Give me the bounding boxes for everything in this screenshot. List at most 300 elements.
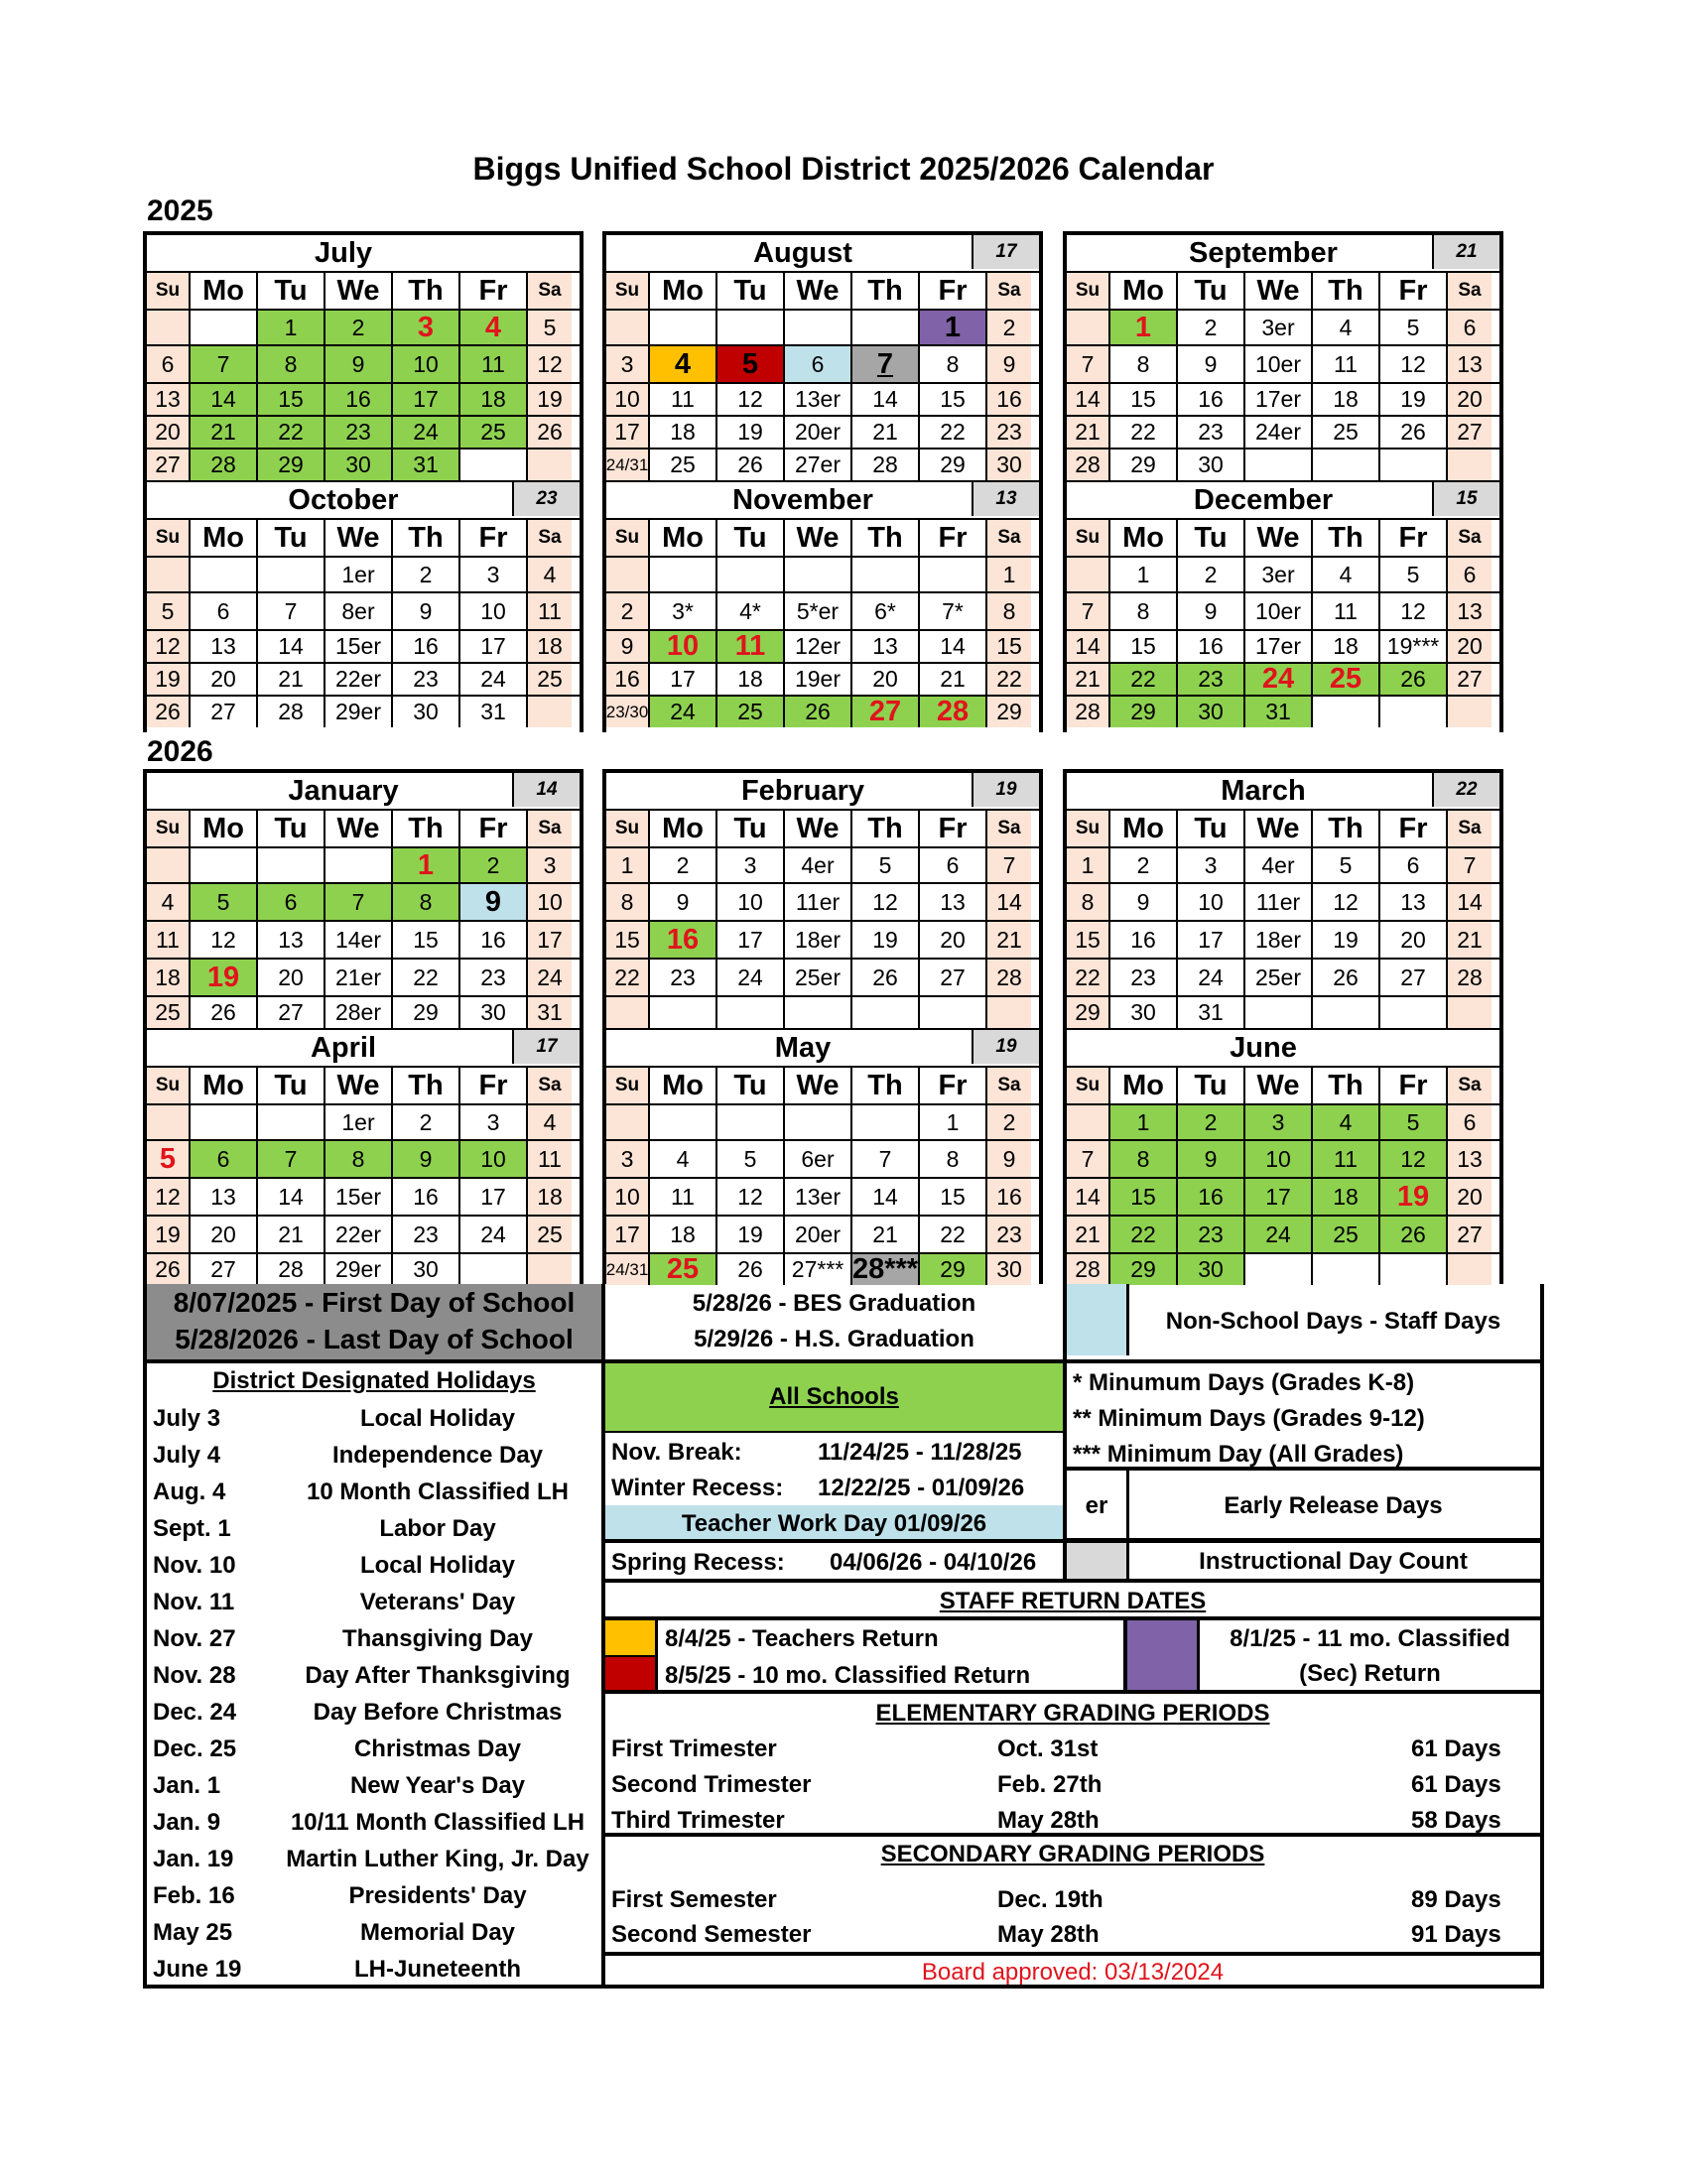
- day-cell: 16: [1178, 1179, 1245, 1215]
- weekday-header: Su: [606, 811, 650, 846]
- day-cell: 6: [147, 346, 191, 382]
- first-day-text: 8/07/2025 - First Day of School: [173, 1287, 576, 1318]
- week-row: [147, 346, 580, 384]
- day-cell: 19: [1313, 922, 1380, 958]
- day-cell: 12: [717, 1179, 785, 1215]
- board-approval-box: [601, 1952, 1544, 1989]
- hs-graduation-text: 5/29/26 - H.S. Graduation: [694, 1326, 974, 1352]
- day-cell: 18: [717, 664, 785, 695]
- week-row: [147, 450, 580, 480]
- day-cell: 24: [1245, 664, 1313, 695]
- day-cell: 23: [650, 960, 717, 995]
- day-cell: 1: [1067, 848, 1110, 882]
- holidays-title: District Designated Holidays: [212, 1367, 536, 1394]
- month-name: June: [1230, 1032, 1297, 1064]
- day-cell: 20: [147, 417, 191, 448]
- first-trimester-days: 61 Days: [1411, 1735, 1501, 1762]
- weekday-header-row: [147, 520, 580, 558]
- month-april: [147, 1028, 580, 1285]
- month-name: April: [310, 1032, 377, 1064]
- weekday-header: Su: [606, 520, 650, 556]
- weekday-header: Tu: [1178, 520, 1245, 556]
- day-cell: 8: [1067, 884, 1110, 920]
- day-cell: 25: [528, 664, 572, 695]
- week-row: [147, 922, 580, 960]
- day-cell: 11er: [785, 884, 852, 920]
- week-row: [147, 960, 580, 997]
- day-cell: 13: [1448, 346, 1492, 382]
- day-cell: 4: [650, 1141, 717, 1177]
- week-row: [147, 1105, 580, 1141]
- week-row: [1067, 1141, 1499, 1179]
- day-cell: 24er: [1245, 417, 1313, 448]
- day-cell: 10: [606, 384, 650, 415]
- holiday-name: Local Holiday: [359, 1552, 516, 1579]
- month-name: July: [314, 237, 373, 269]
- day-cell: 4: [1313, 311, 1380, 344]
- weekday-header: Su: [147, 520, 191, 556]
- day-cell: [325, 848, 393, 882]
- day-cell: 4er: [785, 848, 852, 882]
- day-cell: 6*: [852, 593, 920, 629]
- day-cell: 28: [1067, 697, 1110, 727]
- day-cell: 17: [606, 417, 650, 448]
- day-cell: 26: [852, 960, 920, 995]
- day-cell: 27: [1448, 417, 1492, 448]
- weekday-header: We: [325, 273, 393, 309]
- day-cell: 13: [1448, 593, 1492, 629]
- day-cell: 12: [528, 346, 572, 382]
- weekday-header: Th: [852, 273, 920, 309]
- day-cell: 29: [1110, 1254, 1178, 1285]
- day-cell: 11: [650, 384, 717, 415]
- day-cell: 26: [785, 697, 852, 727]
- day-cell: 28: [258, 1254, 325, 1285]
- day-cell: 22er: [325, 664, 393, 695]
- day-cell: 30: [987, 450, 1031, 480]
- day-cell: [852, 558, 920, 591]
- weekday-header: Tu: [258, 811, 325, 846]
- day-cell: 23: [1178, 664, 1245, 695]
- day-cell: 7: [987, 848, 1031, 882]
- day-cell: 8: [920, 346, 987, 382]
- instructional-day-count: 13: [972, 482, 1039, 516]
- day-cell: 19: [528, 384, 572, 415]
- day-cell: 18: [650, 417, 717, 448]
- elementary-grading-title: ELEMENTARY GRADING PERIODS: [875, 1700, 1270, 1727]
- day-cell: 4er: [1245, 848, 1313, 882]
- day-cell: [1313, 997, 1380, 1028]
- day-cell: 29: [920, 1254, 987, 1285]
- day-cell: 6: [191, 1141, 258, 1177]
- non-school-legend: [1063, 1284, 1544, 1363]
- day-cell: 13: [191, 631, 258, 662]
- day-cell: 25: [528, 1217, 572, 1252]
- weekday-header: Mo: [650, 273, 717, 309]
- second-trimester-date: Feb. 27th: [997, 1771, 1103, 1798]
- day-cell: 13: [1448, 1141, 1492, 1177]
- weekday-header-row: [606, 273, 1039, 311]
- spring-recess-dates: 04/06/26 - 04/10/26: [830, 1549, 1037, 1576]
- weekday-header: Mo: [650, 520, 717, 556]
- day-cell: 19: [1380, 1179, 1448, 1215]
- day-cell: 5: [191, 884, 258, 920]
- day-cell: 9: [393, 1141, 460, 1177]
- week-row: [1067, 631, 1499, 664]
- month-header: [147, 773, 580, 811]
- weekday-header: Th: [1313, 1068, 1380, 1103]
- day-cell: 17er: [1245, 384, 1313, 415]
- weekday-header: We: [1245, 520, 1313, 556]
- staff-return-right: [1123, 1616, 1544, 1694]
- day-cell: 26: [147, 697, 191, 727]
- day-cell: 29: [258, 450, 325, 480]
- elementary-grading-box: [601, 1690, 1544, 1837]
- day-cell: 26: [147, 1254, 191, 1285]
- day-cell: [1245, 1254, 1313, 1285]
- weekday-header: Mo: [191, 520, 258, 556]
- day-cell: 19: [852, 922, 920, 958]
- day-cell: 24: [717, 960, 785, 995]
- day-cell: 14: [1067, 384, 1110, 415]
- last-day-text: 5/28/2026 - Last Day of School: [175, 1324, 574, 1354]
- month-header: [1067, 480, 1499, 520]
- day-cell: 21: [258, 1217, 325, 1252]
- day-cell: 10: [528, 884, 572, 920]
- first-trimester-name: First Trimester: [611, 1735, 777, 1762]
- day-cell: 13: [852, 631, 920, 662]
- day-cell: 29: [987, 697, 1031, 727]
- weekday-header: Fr: [460, 520, 528, 556]
- weekday-header: We: [325, 520, 393, 556]
- weekday-header: Mo: [191, 1068, 258, 1103]
- weekday-header: Mo: [1110, 811, 1178, 846]
- holiday-name: Christmas Day: [353, 1735, 522, 1762]
- instructional-day-text: Instructional Day Count: [1199, 1548, 1468, 1575]
- month-name: March: [1221, 775, 1306, 807]
- day-cell: 1: [987, 558, 1031, 591]
- day-cell: 18: [650, 1217, 717, 1252]
- holiday-name: Memorial Day: [359, 1919, 516, 1946]
- day-cell: 11: [528, 593, 572, 629]
- day-cell: 17: [1178, 922, 1245, 958]
- day-cell: 17: [650, 664, 717, 695]
- holiday-date: Nov. 10: [153, 1552, 236, 1579]
- day-cell: 11: [717, 631, 785, 662]
- day-cell: [147, 848, 191, 882]
- day-cell: 3*: [650, 593, 717, 629]
- day-cell: 23: [1178, 1217, 1245, 1252]
- day-cell: 30: [1178, 450, 1245, 480]
- day-cell: 2: [1178, 1105, 1245, 1139]
- day-cell: [1448, 697, 1492, 727]
- day-cell: 23: [987, 417, 1031, 448]
- day-cell: 26: [191, 997, 258, 1028]
- day-cell: 25: [1313, 664, 1380, 695]
- holiday-date: Sept. 1: [153, 1515, 231, 1542]
- second-trimester-name: Second Trimester: [611, 1771, 812, 1798]
- weekday-header: Fr: [460, 1068, 528, 1103]
- weekday-header: Th: [1313, 520, 1380, 556]
- winter-recess-label: Winter Recess:: [611, 1475, 784, 1501]
- day-cell: [606, 311, 650, 344]
- day-cell: 9: [987, 1141, 1031, 1177]
- day-cell: 10: [1245, 1141, 1313, 1177]
- month-march: [1067, 773, 1499, 1028]
- day-cell: [258, 1105, 325, 1139]
- weekday-header-row: [1067, 273, 1499, 311]
- day-cell: 21: [852, 417, 920, 448]
- all-schools-band: [605, 1363, 1063, 1433]
- holiday-name: New Year's Day: [349, 1772, 526, 1799]
- week-row: [147, 1179, 580, 1217]
- day-cell: 1: [393, 848, 460, 882]
- day-cell: 14er: [325, 922, 393, 958]
- minimum-days-9-12: ** Minimum Days (Grades 9-12): [1073, 1405, 1425, 1432]
- day-cell: 4: [1313, 1105, 1380, 1139]
- weekday-header: Su: [1067, 273, 1110, 309]
- weekday-header-row: [1067, 1068, 1499, 1105]
- month-july: [147, 235, 580, 480]
- day-cell: 25: [717, 697, 785, 727]
- month-may: [606, 1028, 1039, 1285]
- staff-return-title: STAFF RETURN DATES: [939, 1588, 1207, 1614]
- weekday-header: We: [1245, 811, 1313, 846]
- week-row: [606, 384, 1039, 417]
- day-cell: 28: [191, 450, 258, 480]
- month-name: October: [288, 484, 399, 516]
- year-2026-label: 2026: [147, 735, 213, 768]
- day-cell: 5: [717, 1141, 785, 1177]
- day-cell: 8: [325, 1141, 393, 1177]
- day-cell: 3: [393, 311, 460, 344]
- day-cell: 7: [852, 1141, 920, 1177]
- day-cell: 20: [1448, 1179, 1492, 1215]
- er-swatch: [1067, 1471, 1129, 1538]
- weekday-header: Th: [393, 1068, 460, 1103]
- weekday-header: We: [325, 811, 393, 846]
- day-cell: 22er: [325, 1217, 393, 1252]
- day-cell: 7: [1067, 1141, 1110, 1177]
- day-cell: 25: [650, 450, 717, 480]
- day-cell: [650, 311, 717, 344]
- day-cell: 15: [1067, 922, 1110, 958]
- day-cell: 18: [147, 960, 191, 995]
- weekday-header: Mo: [191, 273, 258, 309]
- day-cell: 26: [1380, 417, 1448, 448]
- weekday-header-row: [606, 520, 1039, 558]
- weekday-header: Tu: [1178, 811, 1245, 846]
- day-cell: 27: [920, 960, 987, 995]
- day-cell: 1: [920, 1105, 987, 1139]
- secondary-grading-box: [601, 1833, 1544, 1956]
- week-row: [606, 1105, 1039, 1141]
- day-cell: 10: [460, 1141, 528, 1177]
- day-cell: 21: [1067, 417, 1110, 448]
- day-cell: 13: [147, 384, 191, 415]
- weekday-header: Sa: [987, 1068, 1031, 1103]
- day-cell: 28***: [852, 1254, 919, 1285]
- day-cell: 13er: [785, 384, 852, 415]
- day-cell: 10: [650, 631, 717, 662]
- week-row: [606, 346, 1039, 384]
- day-cell: [1380, 1254, 1448, 1285]
- day-cell: 4*: [717, 593, 785, 629]
- holiday-name: 10 Month Classified LH: [306, 1478, 570, 1505]
- teacher-work-band: [605, 1505, 1063, 1543]
- month-name: December: [1193, 484, 1334, 516]
- day-cell: [1313, 1254, 1380, 1285]
- day-cell: 10: [1178, 884, 1245, 920]
- week-row: [147, 1217, 580, 1254]
- day-cell: 29er: [325, 1254, 393, 1285]
- week-row: [606, 664, 1039, 697]
- holiday-name: Independence Day: [331, 1442, 544, 1469]
- day-cell: 28: [1067, 450, 1110, 480]
- day-cell: 15: [1110, 384, 1178, 415]
- day-cell: 22: [920, 1217, 987, 1252]
- day-cell: 12er: [785, 631, 852, 662]
- day-cell: 6er: [785, 1141, 852, 1177]
- day-cell: 8: [393, 884, 460, 920]
- holiday-name: Labor Day: [379, 1515, 496, 1542]
- month-header: [606, 773, 1039, 811]
- classified-return-swatch: [605, 1657, 658, 1690]
- weekday-header: Sa: [987, 273, 1031, 309]
- week-row: [147, 311, 580, 346]
- weekday-header: Th: [1313, 811, 1380, 846]
- weekday-header: Th: [393, 811, 460, 846]
- staff-return-left: [601, 1616, 1127, 1694]
- day-cell: 20: [1448, 631, 1492, 662]
- day-cell: 10: [460, 593, 528, 629]
- day-cell: 9: [1178, 1141, 1245, 1177]
- day-cell: 15: [987, 631, 1031, 662]
- month-name: January: [288, 775, 399, 807]
- day-cell: 27: [1380, 960, 1448, 995]
- day-cell: 9: [460, 884, 528, 920]
- day-cell: 15: [920, 1179, 987, 1215]
- second-trimester-days: 61 Days: [1411, 1771, 1501, 1798]
- weekday-header: Tu: [258, 1068, 325, 1103]
- week-row: [1067, 311, 1499, 346]
- day-cell: 1: [1110, 1105, 1178, 1139]
- day-cell: 26: [1313, 960, 1380, 995]
- day-cell: 6: [191, 593, 258, 629]
- week-row: [147, 384, 580, 417]
- weekday-header-row: [1067, 520, 1499, 558]
- week-row: [1067, 997, 1499, 1028]
- weekday-header: Fr: [920, 273, 987, 309]
- day-cell: 20: [1380, 922, 1448, 958]
- weekday-header-row: [606, 1068, 1039, 1105]
- day-cell: [258, 558, 325, 591]
- instructional-day-count: 21: [1432, 235, 1499, 269]
- day-cell: 27: [147, 450, 191, 480]
- day-cell: 3: [606, 1141, 650, 1177]
- day-cell: [785, 558, 852, 591]
- week-row: [606, 593, 1039, 631]
- day-cell: 27: [191, 1254, 258, 1285]
- day-cell: 10er: [1245, 593, 1313, 629]
- third-trimester-date: May 28th: [997, 1807, 1100, 1834]
- day-cell: 28: [987, 960, 1031, 995]
- day-cell: 27: [258, 997, 325, 1028]
- day-cell: 11: [650, 1179, 717, 1215]
- holiday-date: Jan. 9: [153, 1809, 221, 1836]
- weekday-header: Su: [1067, 1068, 1110, 1103]
- day-cell: 25: [147, 997, 191, 1028]
- day-cell: 22: [920, 417, 987, 448]
- week-row: [147, 697, 580, 727]
- instructional-day-count: 17: [972, 235, 1039, 269]
- day-cell: [717, 311, 785, 344]
- day-cell: 18: [1313, 631, 1380, 662]
- day-cell: 12: [717, 384, 785, 415]
- holiday-name: Local Holiday: [359, 1405, 516, 1432]
- day-cell: 12: [852, 884, 920, 920]
- day-cell: 7: [258, 1141, 325, 1177]
- day-cell: [1313, 697, 1380, 727]
- day-cell: 31: [1178, 997, 1245, 1028]
- day-cell: 19: [147, 1217, 191, 1252]
- weekday-header: Sa: [528, 273, 572, 309]
- weekday-header: Fr: [1380, 811, 1448, 846]
- day-cell: 13: [1380, 884, 1448, 920]
- holiday-date: Aug. 4: [153, 1478, 226, 1505]
- weekday-header: Tu: [717, 273, 785, 309]
- spring-recess-label: Spring Recess:: [611, 1549, 785, 1576]
- day-cell: [1245, 997, 1313, 1028]
- day-cell: 17: [393, 384, 460, 415]
- day-cell: 11er: [1245, 884, 1313, 920]
- weekday-header: Mo: [650, 811, 717, 846]
- week-row: [606, 1141, 1039, 1179]
- holiday-date: July 4: [153, 1442, 221, 1469]
- staff-return-title-box: [601, 1579, 1544, 1620]
- calendar-2026-col2: [602, 769, 1043, 1284]
- day-cell: 23: [1110, 960, 1178, 995]
- day-cell: 17: [528, 922, 572, 958]
- day-cell: 6: [1448, 558, 1492, 591]
- week-row: [147, 997, 580, 1028]
- day-cell: 1: [606, 848, 650, 882]
- day-cell: 30: [1110, 997, 1178, 1028]
- day-cell: 5: [717, 346, 785, 382]
- day-cell: 24: [393, 417, 460, 448]
- nov-break-dates: 11/24/25 - 11/28/25: [818, 1439, 1022, 1466]
- second-semester-date: May 28th: [997, 1921, 1100, 1948]
- holiday-date: Jan. 1: [153, 1772, 221, 1799]
- day-cell: [1380, 450, 1448, 480]
- weekday-header: Th: [852, 1068, 920, 1103]
- board-approval-text: Board approved: 03/13/2024: [921, 1959, 1225, 1986]
- month-name: September: [1189, 237, 1338, 269]
- day-cell: 16: [987, 384, 1031, 415]
- day-cell: 26: [717, 1254, 785, 1285]
- day-cell: [1313, 450, 1380, 480]
- day-cell: 8er: [325, 593, 393, 629]
- early-release-legend: [1063, 1467, 1544, 1542]
- weekday-header: We: [785, 1068, 852, 1103]
- day-cell: 15: [258, 384, 325, 415]
- day-cell: 12: [191, 922, 258, 958]
- week-row: [1067, 884, 1499, 922]
- day-cell: 20er: [785, 1217, 852, 1252]
- week-row: [606, 997, 1039, 1028]
- day-cell: 24: [1245, 1217, 1313, 1252]
- holiday-name: Day Before Christmas: [313, 1699, 563, 1726]
